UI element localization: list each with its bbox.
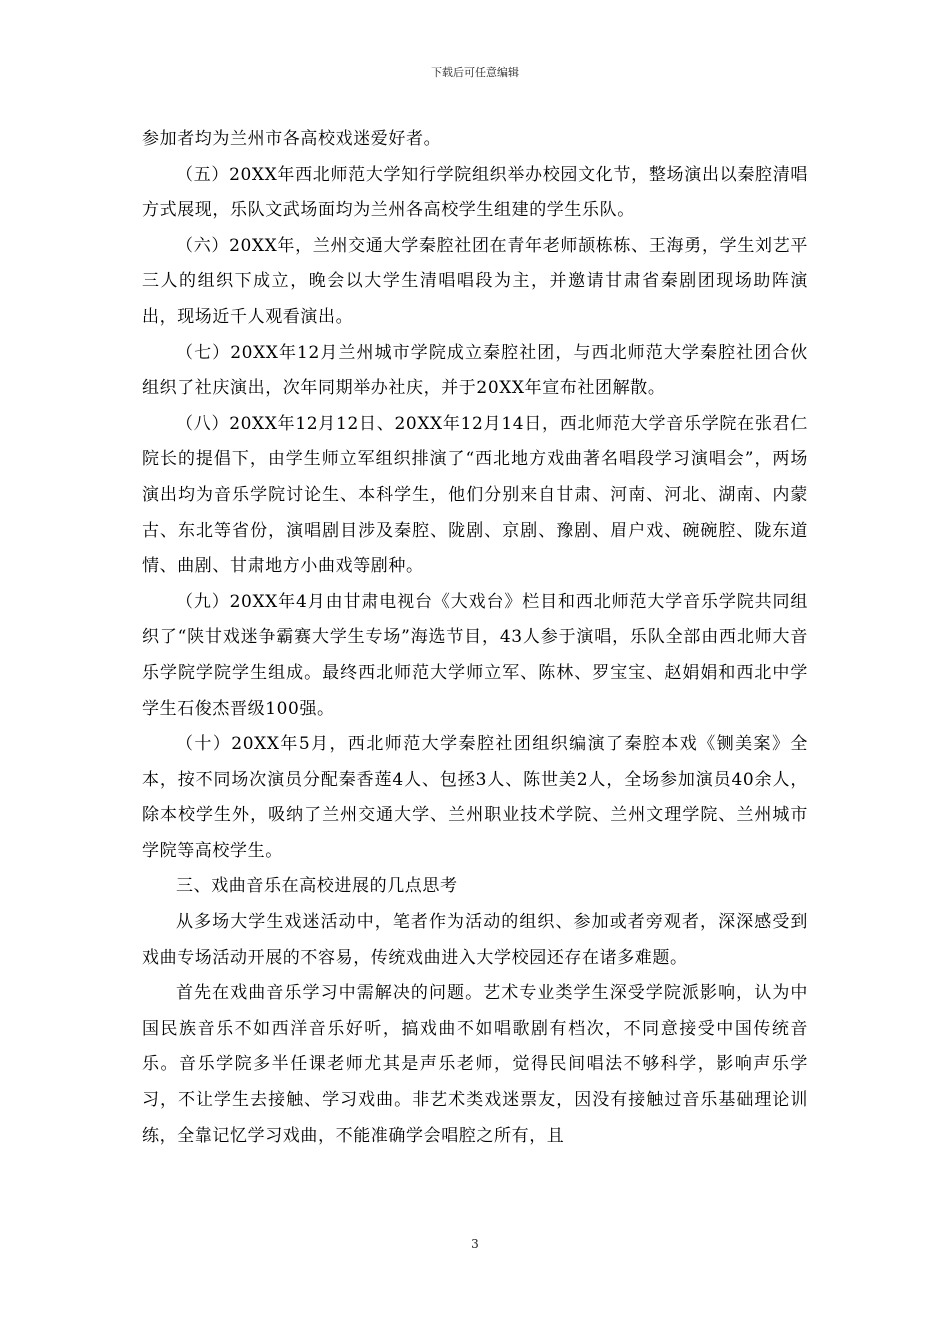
document-body bbox=[142, 122, 808, 1154]
paragraph-item-7: （七）20XX年12月兰州城市学院成立秦腔社团，与西北师范大学秦腔社团合伙组织了社庆演出，次年同期举办社庆，并于20XX年宣布社团解散。 bbox=[142, 342, 808, 399]
paragraph-first-issue: 首先在戏曲音乐学习中需解决的问题。艺术专业类学生深受学院派影响，认为中国民族音乐不如西洋音乐好听，搞戏曲不如唱歌剧有档次，不同意接受中国传统音乐。音乐学院多半任课老师尤其是声乐老师，觉得民间唱法不够科学，影响声乐学习，不让学生去接触、学习戏曲。非艺术类戏迷票友，因没有接触过音乐基础理论训练，全靠记忆学习戏曲，不能准确学会唱腔之所有，且 bbox=[142, 983, 808, 1146]
paragraph-item-8: （八）20XX年12月12日、20XX年12月14日，西北师范大学音乐学院在张君仁院长的提倡下，由学生师立军组织排演了“西北地方戏曲著名唱段学习演唱会”，两场演出均为音乐学院讨论生、本科学生，他们分别来自甘肃、河南、河北、湖南、内蒙古、东北等省份，演唱剧目涉及秦腔、陇剧、京剧、豫剧、眉户戏、碗碗腔、陇东道情、曲剧、甘肃地方小曲戏等剧种。 bbox=[142, 413, 808, 577]
section-heading: 三、戏曲音乐在高校进展的几点思考 bbox=[176, 876, 458, 897]
paragraph-reflection: 从多场大学生戏迷活动中，笔者作为活动的组织、参加或者旁观者，深深感受到戏曲专场活动开展的不容易，传统戏曲进入大学校园还存在诸多难题。 bbox=[142, 912, 808, 968]
paragraph-item-6: （六）20XX年，兰州交通大学秦腔社团在青年老师颉栋栋、王海勇，学生刘艺平三人的组织下成立，晚会以大学生清唱唱段为主，并邀请甘肃省秦剧团现场助阵演出，现场近千人观看演出。 bbox=[142, 235, 808, 327]
paragraph-item-5: （五）20XX年西北师范大学知行学院组织举办校园文化节，整场演出以秦腔清唱方式展现，乐队文武场面均为兰州各高校学生组建的学生乐队。 bbox=[142, 164, 808, 221]
page-number: 3 bbox=[471, 1237, 479, 1251]
paragraph-item-10: （十）20XX年5月，西北师范大学秦腔社团组织编演了秦腔本戏《铡美案》全本，按不同场次演员分配秦香莲4人、包拯3人、陈世美2人，全场参加演员40余人，除本校学生外，吸纳了兰州交通大学、兰州职业技术学院、兰州文理学院、兰州城市学院等高校学生。 bbox=[142, 734, 808, 861]
paragraph-item-9: （九）20XX年4月由甘肃电视台《大戏台》栏目和西北师范大学音乐学院共同组织了“陕甘戏迷争霸赛大学生专场”海选节目，43人参于演唱，乐队全部由西北师大音乐学院学院学生组成。最终西北师范大学师立军、陈林、罗宝宝、赵娟娟和西北中学学生石俊杰晋级100强。 bbox=[142, 591, 808, 719]
page-header: 下载后可任意编辑 bbox=[431, 66, 519, 79]
paragraph-continued: 参加者均为兰州市各高校戏迷爱好者。 bbox=[142, 129, 442, 149]
